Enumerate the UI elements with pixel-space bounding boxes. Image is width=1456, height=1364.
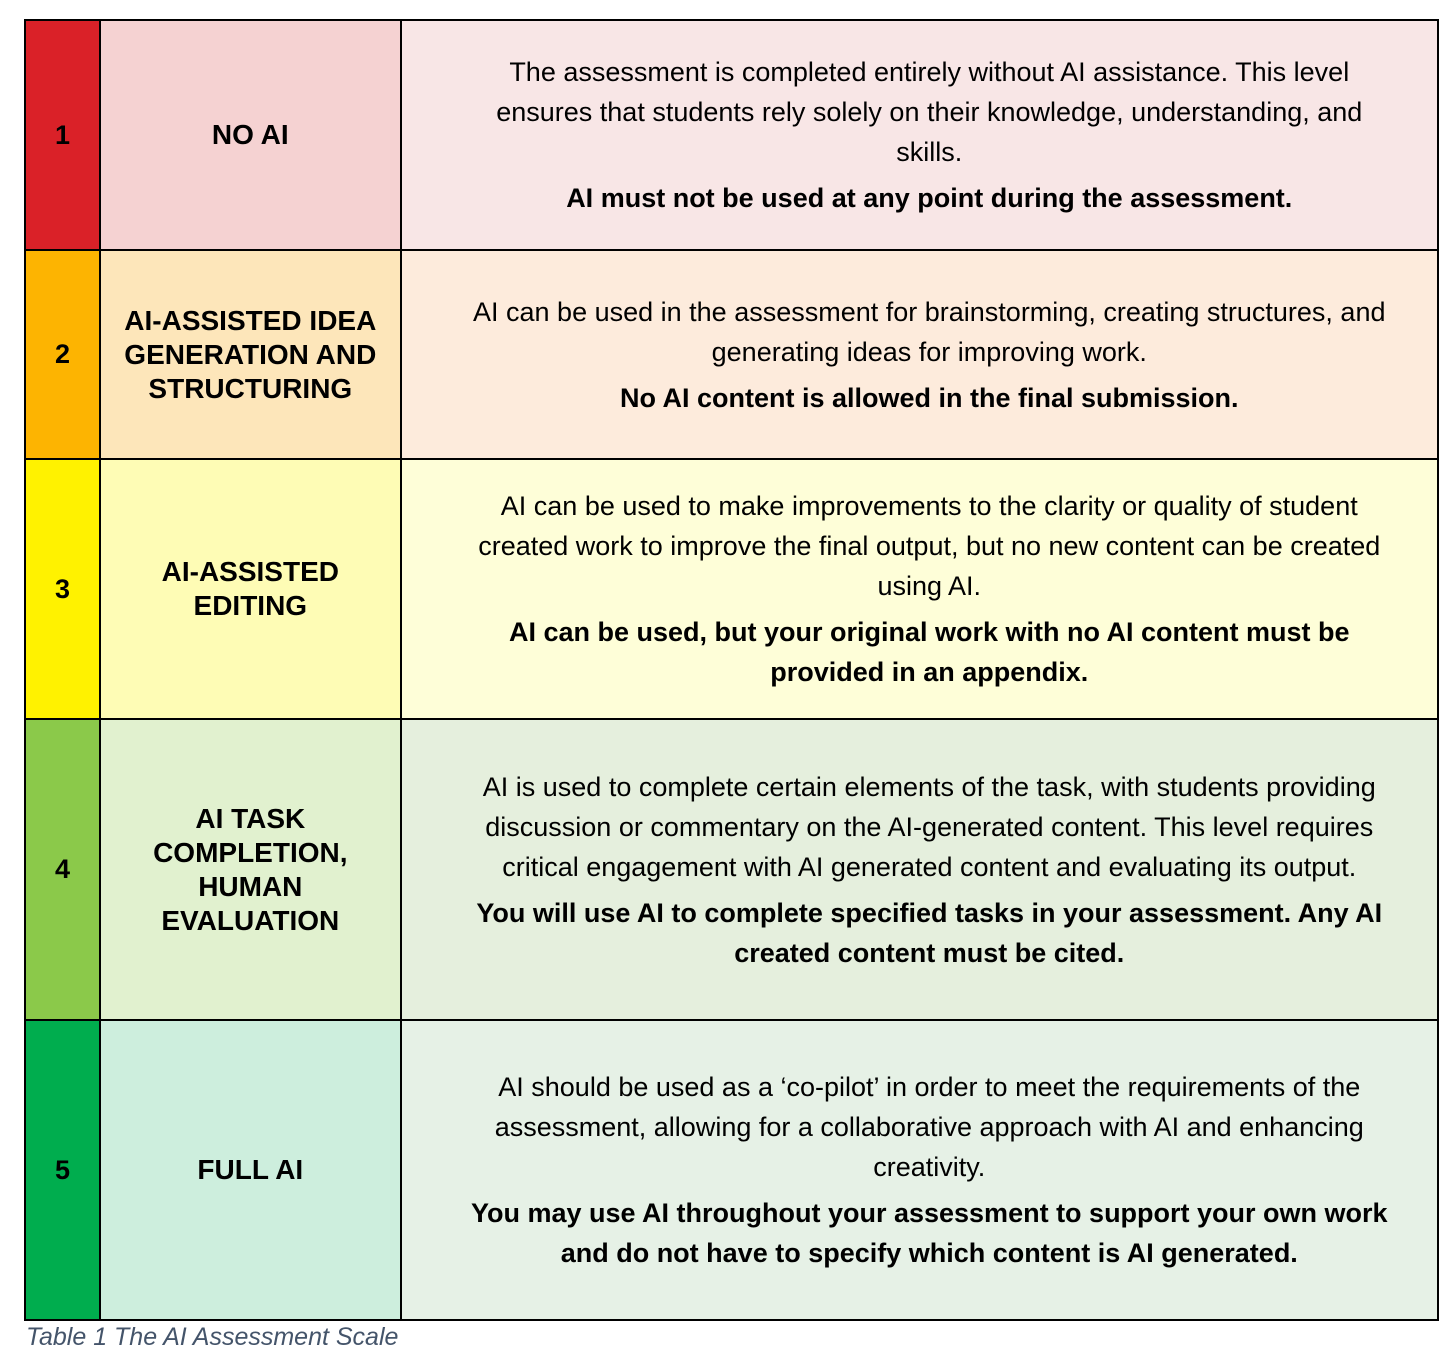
level-description: AI can be used in the assessment for brainstorming, creating structures, and generating ideas for improving work. — [473, 296, 1386, 367]
level-title-cell: FULL AI — [100, 1020, 400, 1320]
level-row-3 — [25, 459, 1438, 719]
level-number-cell: 1 — [25, 20, 100, 250]
level-number-cell: 4 — [25, 719, 100, 1020]
level-title-cell: AI TASK COMPLETION, HUMAN EVALUATION — [100, 719, 400, 1020]
table-caption: Table 1 The AI Assessment Scale — [26, 1323, 399, 1351]
level-description: The assessment is completed entirely without AI assistance. This level ensures that students rely solely on their knowledge, understanding, and skills. — [496, 57, 1363, 167]
level-title-cell: NO AI — [100, 20, 400, 250]
level-rule: AI can be used, but your original work with no AI content must be provided in an appendix. — [508, 617, 1350, 687]
level-rule: You will use AI to complete specified tasks in your assessment. Any AI created content must be cited. — [476, 897, 1383, 968]
ai-assessment-scale-table — [24, 19, 1439, 1321]
level-number-cell: 2 — [25, 250, 100, 459]
level-title-cell: AI-ASSISTED IDEA GENERATION AND STRUCTURING — [100, 250, 400, 459]
level-description-cell — [401, 719, 1438, 1020]
level-description-cell — [401, 1020, 1438, 1320]
level-rule: No AI content is allowed in the final submission. — [619, 382, 1239, 413]
level-row-5 — [25, 1020, 1438, 1320]
level-row-2 — [25, 250, 1438, 459]
level-rule: You may use AI throughout your assessment to support your own work and do not have to specify which content is AI generated. — [470, 1198, 1388, 1268]
level-description-cell — [401, 20, 1438, 250]
level-number-cell: 3 — [25, 459, 100, 719]
level-row-1 — [25, 20, 1438, 250]
level-description: AI should be used as a ‘co-pilot’ in order to meet the requirements of the assessment, allowing for a collaborative approach with AI and enhancing creativity. — [494, 1072, 1364, 1182]
level-description: AI can be used to make improvements to the clarity or quality of student created work to improve the final output, but no new content can be created using AI. — [478, 491, 1381, 601]
level-rule: AI must not be used at any point during the assessment. — [566, 183, 1293, 213]
level-description-cell — [401, 459, 1438, 719]
level-description: AI is used to complete certain elements of the task, with students providing discussion or commentary on the AI-generated content. This level requires critical engagement with AI generated content and evaluating its output. — [482, 771, 1376, 882]
level-row-4 — [25, 719, 1438, 1020]
level-description-cell — [401, 250, 1438, 459]
level-title-cell: AI-ASSISTED EDITING — [100, 459, 400, 719]
level-number-cell: 5 — [25, 1020, 100, 1320]
